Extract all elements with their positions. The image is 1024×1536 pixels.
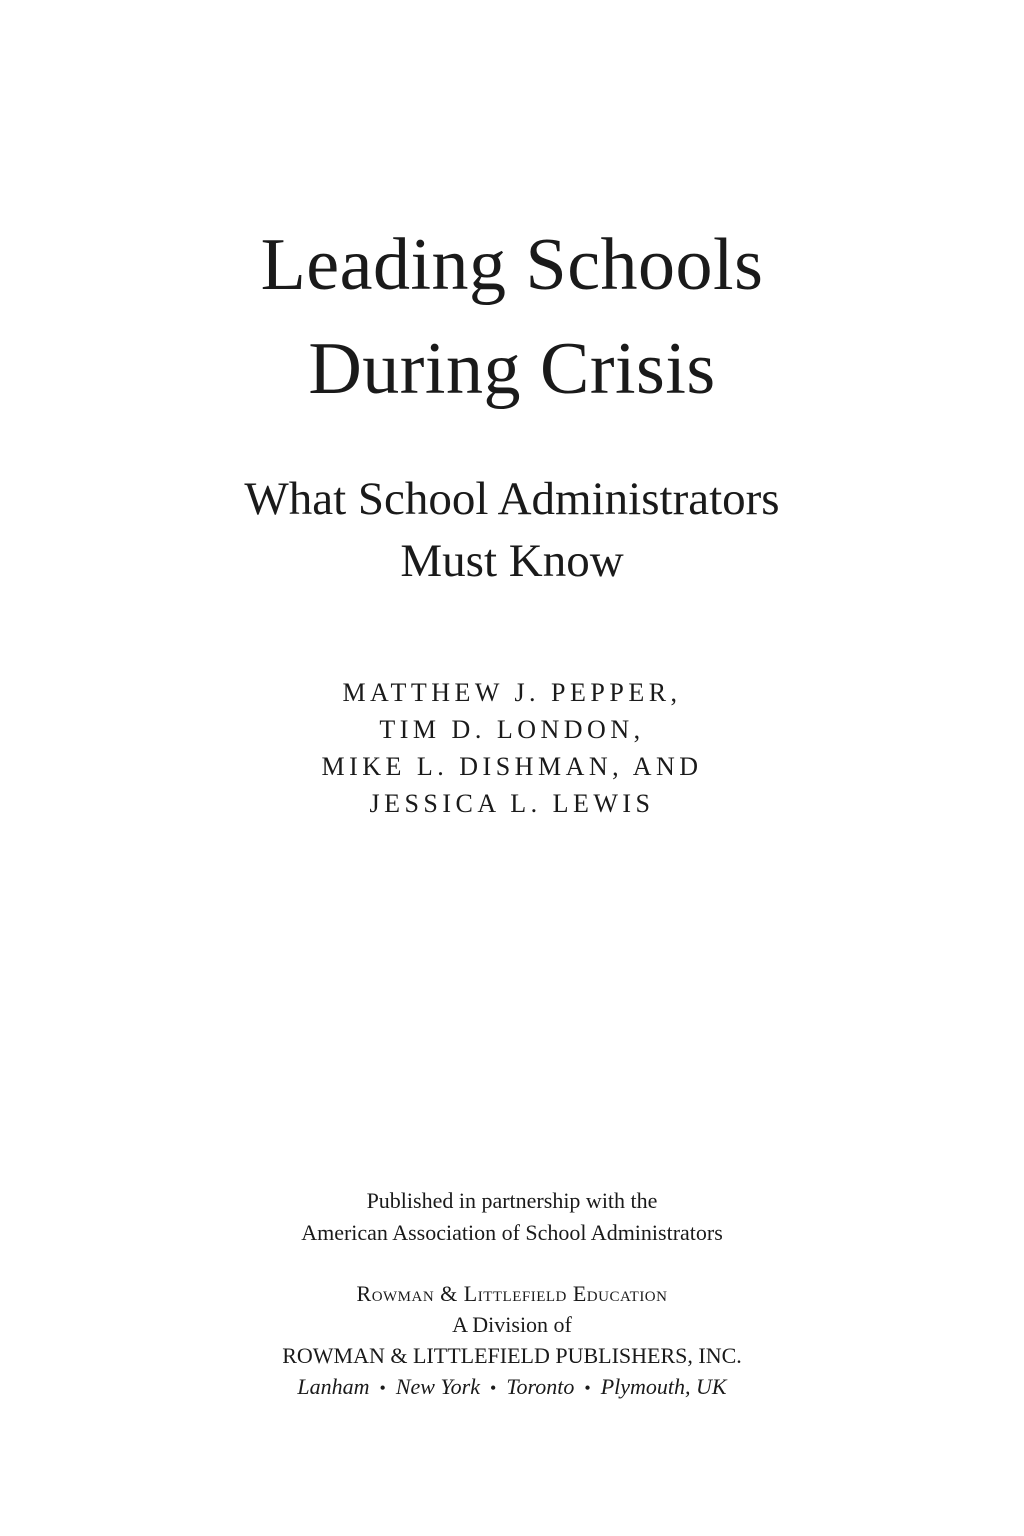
publisher-cities [0,1371,1024,1404]
publisher-info [0,1278,1024,1404]
author-line: MATTHEW J. PEPPER, [342,678,682,707]
partnership-line-1: Published in partnership with the [366,1188,658,1213]
city-lanham: Lanham [297,1374,370,1399]
author-list [0,674,1024,822]
city-new-york: New York [395,1374,480,1399]
city-toronto: Toronto [506,1374,575,1399]
city-plymouth: Plymouth, UK [600,1374,727,1399]
book-title [0,213,1024,421]
publisher-imprint: Rowman & Littlefield Education [356,1281,668,1306]
publisher-division: A Division of [452,1312,572,1337]
separator-dot: • [379,1378,386,1398]
separator-dot: • [490,1378,497,1398]
author-line: TIM D. LONDON, [379,715,645,744]
partnership-line-2: American Association of School Administrators [301,1220,723,1245]
book-title-line-1: Leading Schools [260,224,764,306]
separator-dot: • [584,1378,591,1398]
book-subtitle [0,468,1024,592]
partnership-note [0,1185,1024,1249]
publisher-parent: ROWMAN & LITTLEFIELD PUBLISHERS, INC. [282,1343,742,1368]
book-subtitle-line-1: What School Administrators [244,473,780,525]
author-line: JESSICA L. LEWIS [369,789,655,818]
book-subtitle-line-2: Must Know [400,535,624,587]
author-line: MIKE L. DISHMAN, AND [321,752,703,781]
book-title-line-2: During Crisis [308,328,716,410]
